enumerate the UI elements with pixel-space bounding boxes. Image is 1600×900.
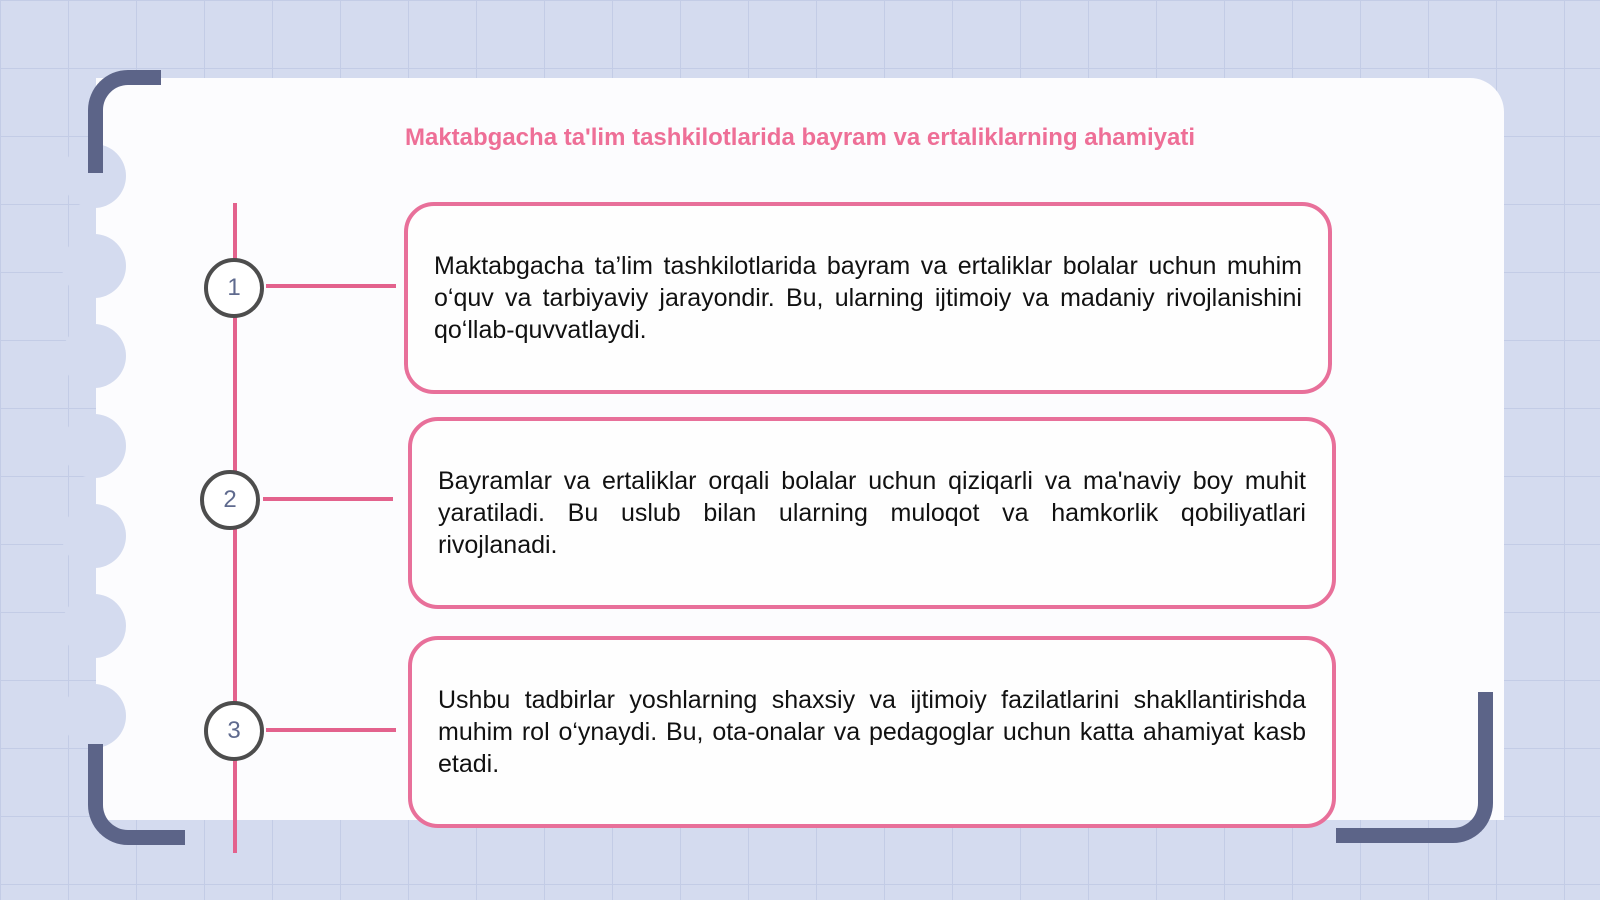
timeline-connector (266, 728, 396, 732)
paper-edge-notch (62, 324, 126, 388)
step-text-2: Bayramlar va ertaliklar orqali bolalar uchun qiziqarli va ma'naviy boy muhit yaratiladi. Bu uslub bilan ularning muloqot va hamkorlik qobiliyatlari rivojlanadi. (438, 467, 1306, 559)
paper-edge-notch (62, 684, 126, 748)
step-number-3: 3 (204, 701, 264, 761)
corner-bracket-top-left (88, 70, 161, 173)
step-number-1: 1 (204, 258, 264, 318)
timeline-connector (266, 284, 396, 288)
corner-bracket-bottom-right (1336, 692, 1493, 843)
step-number-2: 2 (200, 470, 260, 530)
slide-title: Maktabgacha ta'lim tashkilotlarida bayram va ertaliklarning ahamiyati (404, 124, 1195, 151)
step-text-1: Maktabgacha ta’lim tashkilotlarida bayram va ertaliklar bolalar uchun muhim o‘quv va tarbiyaviy jarayondir. Bu, ularning ijtimoiy va madaniy rivojlanishini qo‘llab-quvvatlaydi. (434, 252, 1302, 344)
paper-edge-notch (62, 414, 126, 478)
step-card-3 (408, 636, 1336, 828)
paper-edge-notch (62, 594, 126, 658)
step-card-1 (404, 202, 1332, 394)
step-text-3: Ushbu tadbirlar yoshlarning shaxsiy va ijtimoiy fazilatlarini shakllantirishda muhim rol o‘ynaydi. Bu, ota-onalar va pedagoglar uchun katta ahamiyat kasb etadi. (438, 686, 1306, 778)
step-card-2 (408, 417, 1336, 609)
paper-edge-notch (62, 504, 126, 568)
timeline-connector (263, 497, 393, 501)
corner-bracket-bottom-left (88, 744, 185, 845)
paper-edge-notch (62, 234, 126, 298)
